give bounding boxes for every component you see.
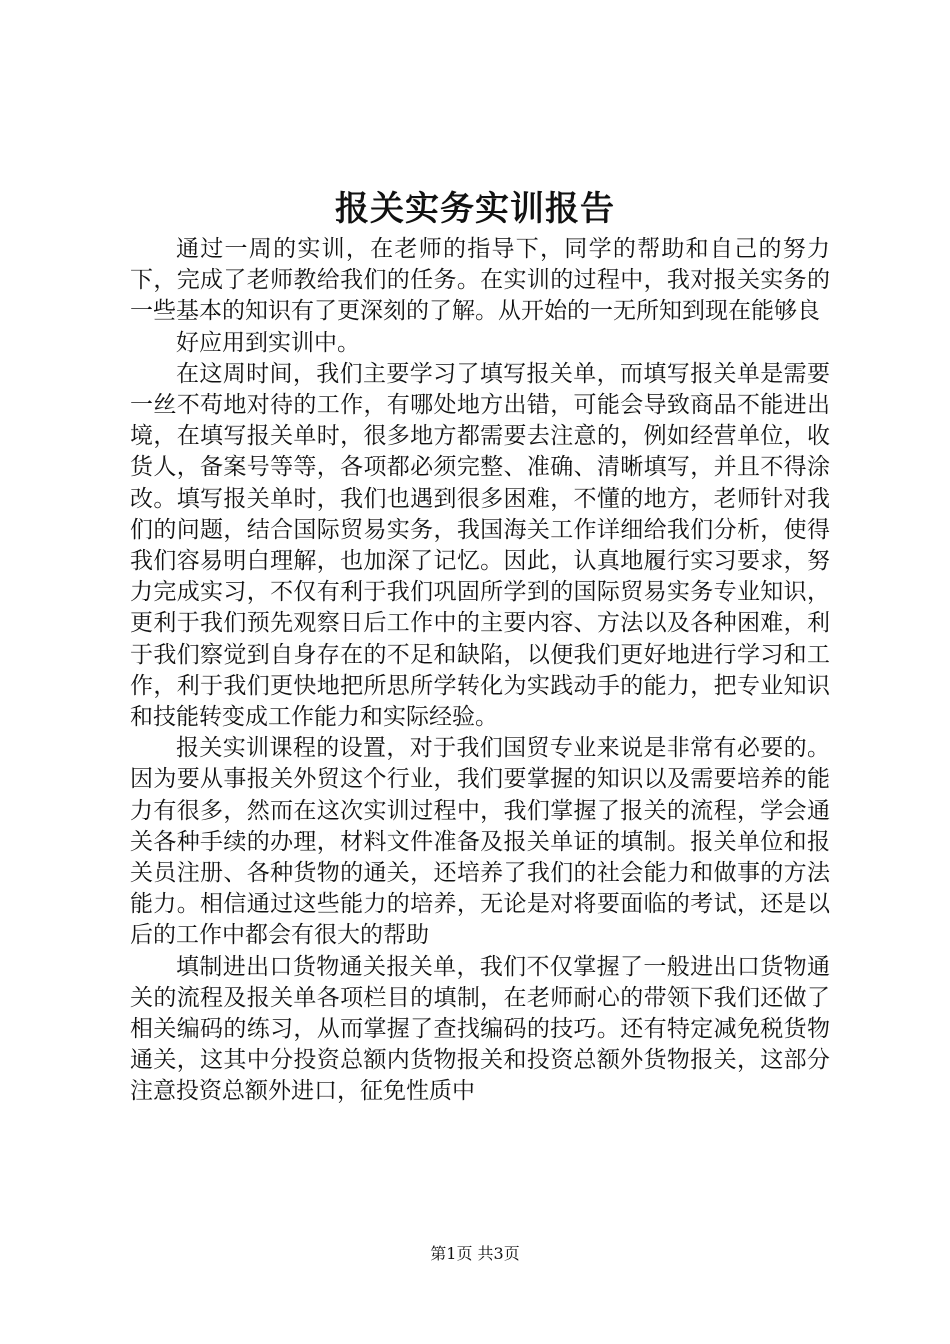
document-body: [130, 234, 830, 1108]
paragraph-2: 好应用到实训中。: [176, 329, 360, 356]
paragraph-5: 填制进出口货物通关报关单，我们不仅掌握了一般进出口货物通关的流程及报关单各项栏目的填制，在老师耐心的带领下我们还做了相关编码的练习，从而掌握了查找编码的技巧。还有特定减免税货物通关，这其中分投资总额内货物报关和投资总额外货物报关，这部分注意投资总额外进口，征免性质中: [130, 953, 830, 1105]
paragraph-3: 在这周时间，我们主要学习了填写报关单，而填写报关单是需要一丝不苟地对待的工作，有哪处地方出错，可能会导致商品不能进出境，在填写报关单时，很多地方都需要去注意的，例如经营单位，收货人，备案号等等，各项都必须完整、准确、清晰填写，并且不得涂改。填写报关单时，我们也遇到很多困难，不懂的地方，老师针对我们的问题，结合国际贸易实务，我国海关工作详细给我们分析，使得我们容易明白理解，也加深了记忆。因此，认真地履行实习要求，努力完成实习，不仅有利于我们巩固所学到的国际贸易实务专业知识，更利于我们预先观察日后工作中的主要内容、方法以及各种困难，利于我们察觉到自身存在的不足和缺陷，以便我们更好地进行学习和工作，利于我们更快地把所思所学转化为实践动手的能力，把专业知识和技能转变成工作能力和实际经验。: [130, 360, 830, 731]
page-number-footer: 第1页 共3页: [430, 1244, 520, 1263]
document-title: 报关实务实训报告: [335, 189, 615, 229]
paragraph-4: 报关实训课程的设置，对于我们国贸专业来说是非常有必要的。因为要从事报关外贸这个行业，我们要掌握的知识以及需要培养的能力有很多，然而在这次实训过程中，我们掌握了报关的流程，学会通关各种手续的办理，材料文件准备及报关单证的填制。报关单位和报关员注册、各种货物的通关，还培养了我们的社会能力和做事的方法能力。相信通过这些能力的培养，无论是对将要面临的考试，还是以后的工作中都会有很大的帮助: [130, 735, 830, 949]
paragraph-1: 通过一周的实训，在老师的指导下，同学的帮助和自己的努力下，完成了老师教给我们的任务。在实训的过程中，我对报关实务的一些基本的知识有了更深刻的了解。从开始的一无所知到现在能够良: [130, 236, 830, 325]
